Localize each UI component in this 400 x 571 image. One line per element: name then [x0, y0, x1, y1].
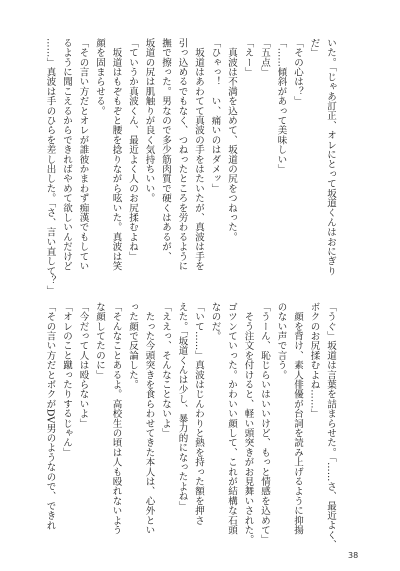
text-line: 顔を背け、素人俳優が台詞を読み上げるように抑揚: [292, 302, 303, 535]
text-line: 「その言い方だとオレが誰彼かまわず痴漢でもしてい: [77, 38, 89, 271]
text-line: 坂道の尻は肌触りが良く気持ちいい。: [143, 38, 155, 203]
text-line: のない声で言う。: [275, 302, 287, 380]
text-line: 「その心は？」: [292, 38, 303, 106]
text-line: だ」: [308, 38, 320, 58]
text-line: 「……傾斜があって美味しい」: [275, 38, 287, 174]
text-line: るように聞こえるからできればやめて欲しいんだけど: [61, 38, 72, 271]
text-line: 「ていうか真波くん、最近よく人のお尻揉むよね」: [127, 38, 138, 262]
text-line: 坂道はあわてて真波の手をはたいたが、真波は手を: [193, 38, 204, 271]
text-line: 顔を固まらせる。: [94, 38, 105, 116]
text-line: 「五点」: [259, 38, 270, 77]
text-line: 「そんなことあるよ。高校生の頃は人も殴れないよう: [110, 302, 122, 535]
text-line: 真波は不満を込めて、坂道の尻をつねった。: [226, 38, 237, 242]
text-line: たった今頭突きを食らわせてきた本人は、心外とい: [143, 302, 155, 535]
text-line: なのだ。: [209, 302, 221, 341]
text-line: いた。「じゃあ訂正、オレにとって坂道くんはおにぎり: [325, 38, 336, 276]
text-line: 「うぐ」坂道は言葉を詰まらせた。「……さ、最近よく、: [325, 302, 336, 550]
text-line: 坂道はもぞもぞと腰を捻りながら呟いた。真波は笑: [110, 38, 122, 271]
text-line: 「その言い方だとボクがDV男のようなので、できれ: [44, 302, 56, 531]
text-line: えた。「坂道くんは少し、暴力的になったよね」: [176, 302, 188, 511]
lower-text-block: [44, 302, 338, 550]
text-line: な顔してたのに」: [94, 302, 105, 380]
text-line: 「ええっ、そんなことないよ」: [160, 302, 171, 438]
text-line: そう注文を付けると、軽い頭突きがお見舞いされた。: [242, 302, 254, 545]
text-line: ゴツンていった。かわいい顔して、これが結構な石頭: [226, 302, 237, 535]
text-line: 「うーん、恥じらいはいいけど、もっと情感を込めて」: [259, 302, 270, 545]
text-line: 「オレのこと蹴ったりするじゃん」: [61, 302, 72, 458]
text-line: 「ひゃっ！ い、痛いのはダメッ」: [209, 38, 221, 194]
text-line: った顔で反論した。: [127, 302, 138, 390]
text-line: 撫で擦った。男なので多少筋肉質で硬くはあるが、: [160, 38, 171, 262]
text-line: ……」真波は手のひらを差し出した。「さ、言い直して？」: [44, 38, 56, 296]
text-line: 「いて……」真波はじんわりと熱を持った額を押さ: [193, 302, 204, 526]
text-line: 引っ込めるでもなく、つねったところを労わるように: [176, 38, 188, 271]
text-line: ボクのお尻揉むよね……」: [308, 302, 320, 419]
text-line: 「えー」: [242, 38, 254, 77]
text-line: 「今だって人は殴らないよ」: [77, 302, 89, 429]
page-number: 38: [348, 551, 359, 560]
